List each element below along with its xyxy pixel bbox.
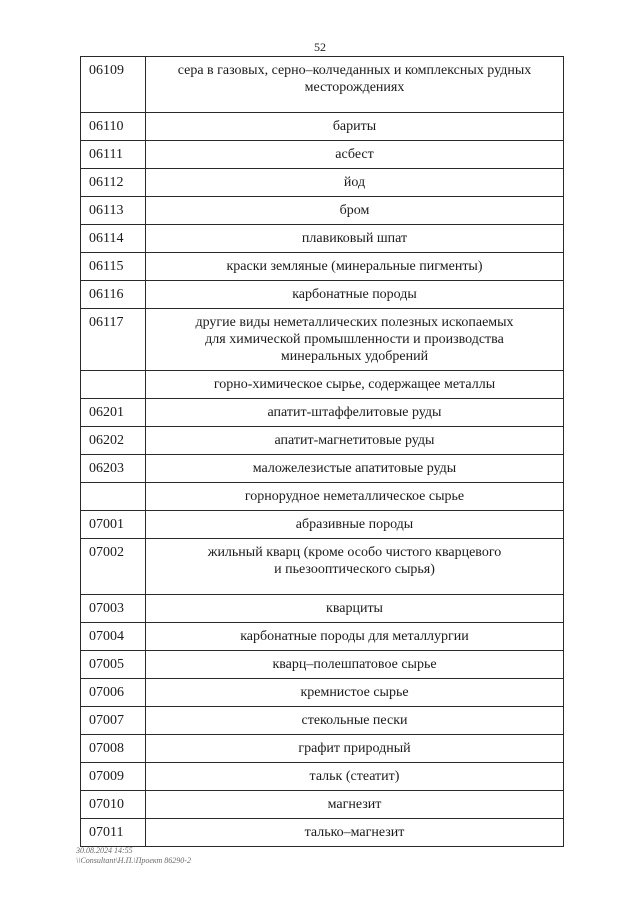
row-code: 06111: [81, 141, 146, 169]
row-code: 06201: [81, 399, 146, 427]
table-row: [81, 309, 564, 371]
table-body: [81, 57, 564, 847]
row-code: 06116: [81, 281, 146, 309]
row-description: горно-химическое сырье, содержащее металлы: [146, 371, 564, 399]
row-description: стекольные пески: [146, 707, 564, 735]
row-description: графит природный: [146, 735, 564, 763]
table-row: [81, 141, 564, 169]
table-row: [81, 281, 564, 309]
table-row: [81, 707, 564, 735]
table-row: [81, 113, 564, 141]
row-code: 07010: [81, 791, 146, 819]
classification-table: [80, 56, 564, 847]
row-code: 07003: [81, 595, 146, 623]
row-description: жильный кварц (кроме особо чистого кварцевого и пьезооптического сырья): [146, 539, 564, 595]
row-code: 06109: [81, 57, 146, 113]
row-code: 06203: [81, 455, 146, 483]
table-row: [81, 371, 564, 399]
table-row: [81, 791, 564, 819]
row-code: 07009: [81, 763, 146, 791]
row-description: горнорудное неметаллическое сырье: [146, 483, 564, 511]
row-description: кварциты: [146, 595, 564, 623]
row-description: бариты: [146, 113, 564, 141]
table-row: [81, 595, 564, 623]
table-row: [81, 819, 564, 847]
footer-timestamp: 30.08.2024 14:55: [76, 846, 133, 855]
row-description: апатит-штаффелитовые руды: [146, 399, 564, 427]
footer-file-path: \\Consultant\Н.П.\Проект 86290-2: [76, 856, 191, 865]
table-row: [81, 169, 564, 197]
table-row: [81, 253, 564, 281]
row-description: маложелезистые апатитовые руды: [146, 455, 564, 483]
row-code: 06113: [81, 197, 146, 225]
table-row: [81, 511, 564, 539]
row-code: 07008: [81, 735, 146, 763]
row-description: апатит-магнетитовые руды: [146, 427, 564, 455]
row-code: 06110: [81, 113, 146, 141]
table-row: [81, 679, 564, 707]
row-description: абразивные породы: [146, 511, 564, 539]
row-code: [81, 371, 146, 399]
row-description: сера в газовых, серно–колчеданных и комплексных рудных месторождениях: [146, 57, 564, 113]
row-code: 07004: [81, 623, 146, 651]
row-description: магнезит: [146, 791, 564, 819]
table-row: [81, 399, 564, 427]
row-code: 06114: [81, 225, 146, 253]
row-description: бром: [146, 197, 564, 225]
table-row: [81, 763, 564, 791]
table-row: [81, 539, 564, 595]
row-code: 07002: [81, 539, 146, 595]
table-row: [81, 735, 564, 763]
row-code: 07007: [81, 707, 146, 735]
row-code: 07001: [81, 511, 146, 539]
row-description: краски земляные (минеральные пигменты): [146, 253, 564, 281]
table-row: [81, 651, 564, 679]
row-description: другие виды неметаллических полезных ископаемых для химической промышленности и производства минеральных удобрений: [146, 309, 564, 371]
row-description: талько–магнезит: [146, 819, 564, 847]
row-description: карбонатные породы для металлургии: [146, 623, 564, 651]
row-description: йод: [146, 169, 564, 197]
row-code: 06117: [81, 309, 146, 371]
row-description: асбест: [146, 141, 564, 169]
row-code: 06115: [81, 253, 146, 281]
row-code: 07006: [81, 679, 146, 707]
table-row: [81, 225, 564, 253]
document-footer: [76, 846, 191, 866]
table-row: [81, 623, 564, 651]
row-description: кремнистое сырье: [146, 679, 564, 707]
row-description: тальк (стеатит): [146, 763, 564, 791]
row-code: 07005: [81, 651, 146, 679]
row-code: [81, 483, 146, 511]
row-description: кварц–полешпатовое сырье: [146, 651, 564, 679]
page-number: 52: [314, 40, 326, 54]
table-row: [81, 483, 564, 511]
table-row: [81, 427, 564, 455]
table-row: [81, 57, 564, 113]
row-code: 06112: [81, 169, 146, 197]
table-row: [81, 197, 564, 225]
row-description: плавиковый шпат: [146, 225, 564, 253]
row-code: 07011: [81, 819, 146, 847]
row-code: 06202: [81, 427, 146, 455]
table-row: [81, 455, 564, 483]
row-description: карбонатные породы: [146, 281, 564, 309]
